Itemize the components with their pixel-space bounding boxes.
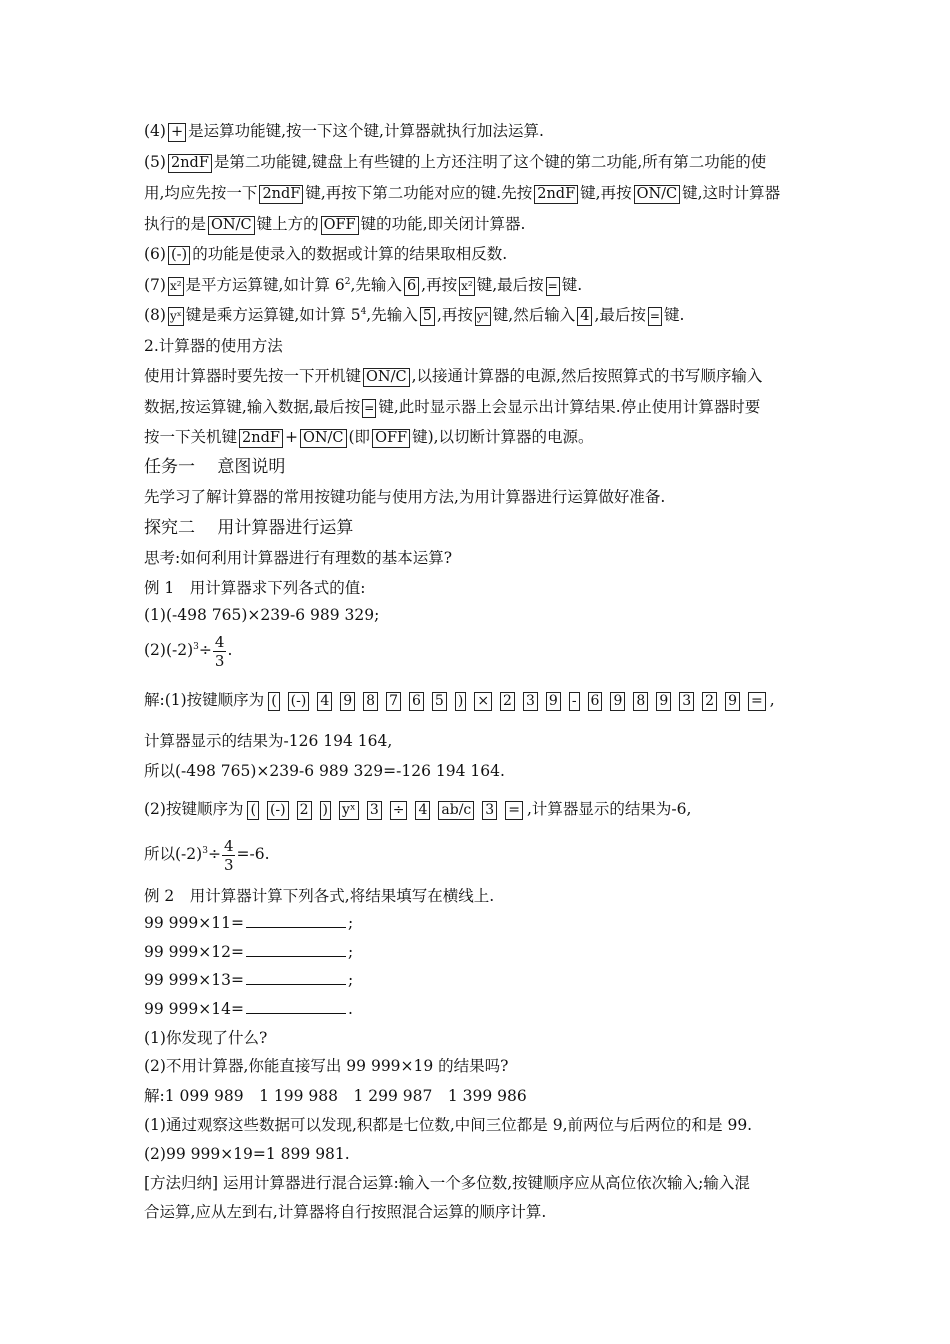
calculator-key: × xyxy=(474,692,492,711)
para-5-line2: 用,均应先按一下 2ndF 键,再按下第二功能对应的键.先按 2ndF 键,再按 ON/C 键,这时计算器 xyxy=(144,184,781,202)
calculator-key: 2 xyxy=(702,692,717,711)
calculator-key: yˣ xyxy=(339,801,359,820)
example-2-solution: 解:1 099 989 1 199 988 1 299 987 1 399 986 xyxy=(144,1087,527,1105)
calculator-key: 6 xyxy=(588,692,603,711)
plus-key: + xyxy=(168,123,186,142)
example-2-item: 99 999×11= ; xyxy=(144,914,354,932)
task-text: 先学习了解计算器的常用按键功能与使用方法,为用计算器进行运算做好准备. xyxy=(144,488,666,506)
calculator-key: 4 xyxy=(317,692,332,711)
example-1-q2: $(2)(-2)^3\div$ $\frac{4}{3}$ . xyxy=(144,632,233,670)
calculator-key: (-) xyxy=(288,692,310,711)
example-2-item: 99 999×14= . xyxy=(144,1000,353,1018)
calculator-key: 5 xyxy=(432,692,447,711)
calculator-key: ) xyxy=(455,692,466,711)
calculator-key: 3 xyxy=(482,801,497,820)
onc-key: ON/C xyxy=(363,368,410,387)
calculator-key: ( xyxy=(268,692,279,711)
para-8: (8) yˣ 键是乘方运算键,如计算 $5^4$,先输入 5 ,再按 yˣ 键,然后输入 4 ,最后按 = 键. xyxy=(144,306,685,324)
power-key: yˣ xyxy=(475,307,491,326)
key-sequence xyxy=(243,800,526,818)
calculator-key: 3 xyxy=(523,692,538,711)
calculator-key: 2 xyxy=(500,692,515,711)
calculator-key: 9 xyxy=(610,692,625,711)
equals-key: = xyxy=(546,277,560,296)
section-title: 2.计算器的使用方法 xyxy=(144,337,283,355)
calculator-key: 3 xyxy=(367,801,382,820)
square-key: x² xyxy=(459,277,475,296)
calculator-key: 6 xyxy=(409,692,424,711)
calculator-key: 9 xyxy=(656,692,671,711)
answer-blank xyxy=(246,999,346,1014)
calculator-key: = xyxy=(505,801,523,820)
calculator-key: 9 xyxy=(725,692,740,711)
task-heading: 任务一 意图说明 xyxy=(144,457,286,477)
solution-1-conclusion: 所以(-498 765)×239-6 989 329=-126 194 164. xyxy=(144,762,505,780)
2ndf-key: 2ndF xyxy=(534,185,578,204)
2ndf-key: 2ndF xyxy=(239,429,283,448)
example-2-q1: (1)你发现了什么? xyxy=(144,1029,268,1047)
calculator-key: 4 xyxy=(415,801,430,820)
solution-1-sequence: 解:(1)按键顺序为 ( (-) 4 9 8 7 6 5 ) × 2 3 9 - 6 9 8 9 3 2 9 = , xyxy=(144,691,775,709)
digit-key: 4 xyxy=(577,307,592,326)
calculator-key: 7 xyxy=(386,692,401,711)
2ndf-key: 2ndF xyxy=(168,154,212,173)
fraction: $\frac{4}{3}$ xyxy=(223,836,234,874)
explore-heading: 探究二 用计算器进行运算 xyxy=(144,518,354,538)
key-sequence xyxy=(264,691,770,709)
off-key: OFF xyxy=(321,216,359,235)
onc-key: ON/C xyxy=(634,185,681,204)
para-5-line3: 执行的是 ON/C 键上方的 OFF 键的功能,即关闭计算器. xyxy=(144,215,526,233)
example-1-q1: (1)(-498 765)×239-6 989 329; xyxy=(144,606,380,624)
section-2-line3: 按一下关机键 2ndF + ON/C (即 OFF 键),以切断计算器的电源。 xyxy=(144,428,594,446)
square-key: x² xyxy=(168,277,184,296)
example-2-q2: (2)不用计算器,你能直接写出 99 999×19 的结果吗? xyxy=(144,1057,509,1075)
2ndf-key: 2ndF xyxy=(259,185,303,204)
section-2-line1: 使用计算器时要先按一下开机键 ON/C ,以接通计算器的电源,然后按照算式的书写顺序输入 xyxy=(144,367,763,385)
negative-key: (-) xyxy=(168,246,190,265)
calculator-key: 8 xyxy=(633,692,648,711)
example-2-answer-1: (1)通过观察这些数据可以发现,积都是七位数,中间三位都是 9,前两位与后两位的和是 99. xyxy=(144,1116,753,1134)
equals-key: = xyxy=(648,307,662,326)
section-2-line2: 数据,按运算键,输入数据,最后按 = 键,此时显示器上会显示出计算结果.停止使用计算器时要 xyxy=(144,398,761,416)
solution-2-conclusion: 所以$(-2)^3\div$ $\frac{4}{3}$ =-6. xyxy=(144,836,270,874)
answer-blank xyxy=(246,942,346,957)
answer-blank xyxy=(246,913,346,928)
calculator-key: 9 xyxy=(340,692,355,711)
solution-2-sequence: (2)按键顺序为 ( (-) 2 ) yˣ 3 ÷ 4 ab/c 3 = ,计算器显示的结果为-6, xyxy=(144,800,692,818)
example-2-title: 例 2 用计算器计算下列各式,将结果填写在横线上. xyxy=(144,887,495,905)
calculator-key: ) xyxy=(320,801,331,820)
para-7: (7) x² 是平方运算键,如计算 $6^2$,先输入 6 ,再按 x² 键,最后按 = 键. xyxy=(144,276,583,294)
calculator-key: (-) xyxy=(267,801,289,820)
digit-key: 6 xyxy=(404,277,419,296)
calculator-key: ab/c xyxy=(438,801,474,820)
solution-1-display: 计算器显示的结果为-126 194 164, xyxy=(144,732,393,750)
calculator-key: - xyxy=(569,692,580,711)
answer-blank xyxy=(246,970,346,985)
example-2-answer-2: (2)99 999×19=1 899 981. xyxy=(144,1145,350,1163)
method-summary-line1: [方法归纳] 运用计算器进行混合运算:输入一个多位数,按键顺序应从高位依次输入;输入混 xyxy=(144,1174,750,1192)
onc-key: ON/C xyxy=(208,216,255,235)
calculator-key: ÷ xyxy=(390,801,408,820)
method-summary-line2: 合运算,应从左到右,计算器将自行按照混合运算的顺序计算. xyxy=(144,1203,547,1221)
power-key: yˣ xyxy=(168,307,184,326)
example-2-item: 99 999×12= ; xyxy=(144,943,354,961)
off-key: OFF xyxy=(372,429,410,448)
calculator-key: 8 xyxy=(363,692,378,711)
calculator-key: ( xyxy=(247,801,258,820)
para-5-line1: (5) 2ndF 是第二功能键,键盘上有些键的上方还注明了这个键的第二功能,所有第二功能的使 xyxy=(144,153,767,171)
calculator-key: 9 xyxy=(546,692,561,711)
para-4: (4) + 是运算功能键,按一下这个键,计算器就执行加法运算. xyxy=(144,122,544,140)
fraction: $\frac{4}{3}$ xyxy=(214,632,225,670)
digit-key: 5 xyxy=(420,307,435,326)
para-6: (6) (-) 的功能是使录入的数据或计算的结果取相反数. xyxy=(144,245,508,263)
think-question: 思考:如何利用计算器进行有理数的基本运算? xyxy=(144,549,453,567)
example-2-item: 99 999×13= ; xyxy=(144,971,354,989)
calculator-key: 2 xyxy=(297,801,312,820)
calculator-key: = xyxy=(748,692,766,711)
example-1-title: 例 1 用计算器求下列各式的值: xyxy=(144,579,366,597)
onc-key: ON/C xyxy=(300,429,347,448)
calculator-key: 3 xyxy=(679,692,694,711)
equals-key: = xyxy=(362,399,376,418)
